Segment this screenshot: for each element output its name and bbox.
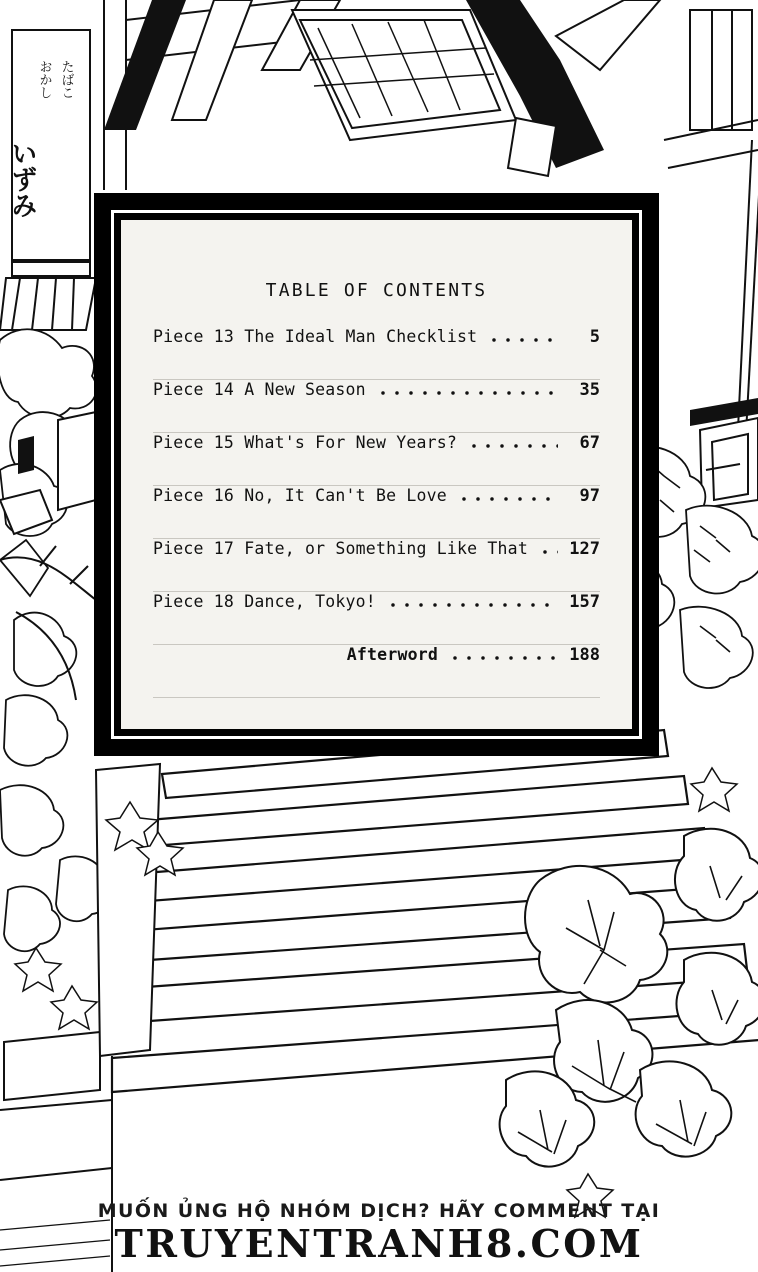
toc-entry[interactable] [153,486,600,539]
toc-entry-page: 97 [579,486,600,506]
svg-text:いずみ: いずみ [7,140,37,218]
watermark-site-name: TRUYENTRANH8.COM [114,1221,644,1267]
toc-entry-page: 67 [579,433,600,453]
svg-text:おかし: おかし [36,60,52,99]
toc-entry-label: Piece 17 Fate, or Something Like That [153,539,528,558]
toc-entry-page: 5 [589,327,600,347]
table-of-contents-panel [94,193,659,756]
toc-entry[interactable] [153,327,600,380]
toc-leader-dots [457,497,558,501]
toc-entry-label: Piece 18 Dance, Tokyo! [153,592,376,611]
toc-entry-label: Afterword [346,645,438,664]
toc-entry-page: 127 [569,539,600,559]
toc-leader-dots [448,656,558,660]
toc-entry-label: Piece 13 The Ideal Man Checklist [153,327,478,346]
toc-entry-page: 35 [579,380,600,400]
toc-leader-dots [386,603,558,607]
toc-entry-page: 157 [569,592,600,612]
toc-entry-label: Piece 14 A New Season [153,380,366,399]
toc-entry-afterword[interactable] [153,645,600,698]
svg-text:たばこ: たばこ [58,60,74,99]
page-title: TABLE OF CONTENTS [265,280,488,301]
toc-leader-dots [467,444,558,448]
toc-entry[interactable] [153,380,600,433]
toc-page-surface [121,220,632,729]
toc-leader-dots [376,391,558,395]
toc-entry[interactable] [153,539,600,592]
toc-leader-dots [487,338,558,342]
toc-entry-label: Piece 15 What's For New Years? [153,433,458,452]
watermark-tagline: MUỐN ỦNG HỘ NHÓM DỊCH? HÃY COMMENT TẠI [97,1200,661,1223]
toc-entry-page: 188 [569,645,600,665]
toc-entry-label: Piece 16 No, It Can't Be Love [153,486,447,505]
toc-leader-dots [538,550,558,554]
watermark [0,1200,758,1267]
toc-entry[interactable] [153,433,600,486]
toc-entry[interactable] [153,592,600,645]
